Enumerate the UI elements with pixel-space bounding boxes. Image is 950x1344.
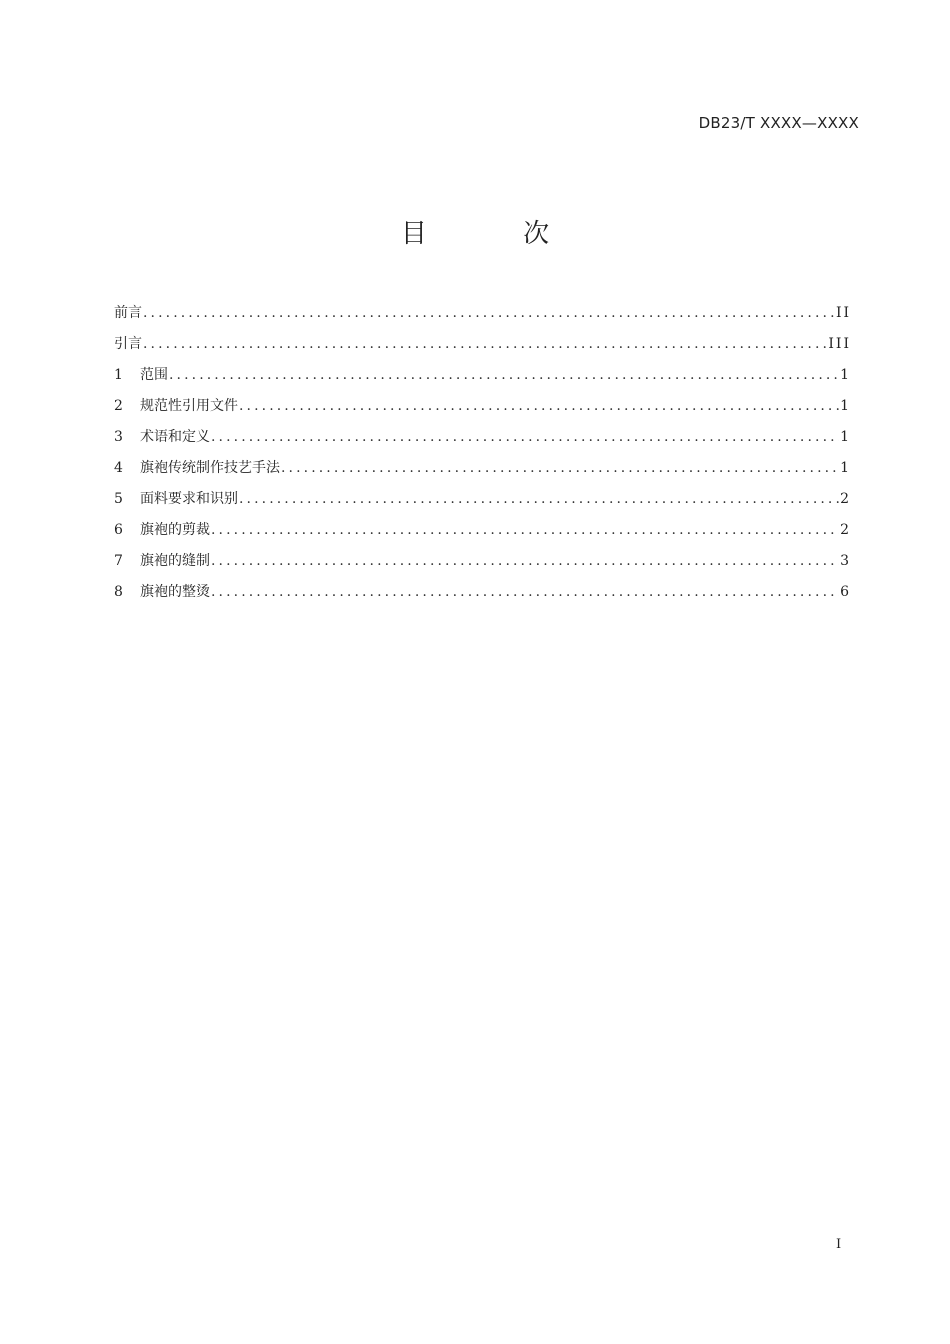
toc-entry-page: II <box>835 305 851 321</box>
toc-leader-dots <box>211 549 839 573</box>
toc-entry-number: 8 <box>114 584 123 600</box>
document-code: DB23/T XXXX—XXXX <box>698 114 859 132</box>
toc-leader-dots <box>211 580 839 604</box>
toc-entry-number: 7 <box>114 553 123 569</box>
toc-entry-8[interactable] <box>114 580 851 611</box>
toc-entry-number: 2 <box>114 398 123 414</box>
toc-entry-label: 旗袍的剪裁 <box>140 522 210 538</box>
toc-entry-page: 2 <box>840 522 851 538</box>
toc-entry-label: 面料要求和识别 <box>140 491 238 507</box>
toc-leader-dots <box>239 394 839 418</box>
toc-entry-label: 引言 <box>114 336 142 352</box>
toc-leader-dots <box>143 332 827 356</box>
toc-entry-page: 6 <box>840 584 851 600</box>
toc-entry-label: 规范性引用文件 <box>140 398 238 414</box>
toc-entry-label: 旗袍传统制作技艺手法 <box>140 460 280 476</box>
toc-leader-dots <box>211 518 839 542</box>
toc-entry-label: 范围 <box>140 367 168 383</box>
toc-leader-dots <box>239 487 839 511</box>
toc-entry-6[interactable] <box>114 518 851 549</box>
toc-entry-foreword[interactable] <box>114 301 851 332</box>
toc-entry-label: 术语和定义 <box>140 429 210 445</box>
toc-entry-number: 4 <box>114 460 123 476</box>
toc-entry-number: 6 <box>114 522 123 538</box>
toc-entry-page: III <box>828 336 851 352</box>
toc-entry-page: 1 <box>840 367 851 383</box>
toc-entry-label: 旗袍的整烫 <box>140 584 210 600</box>
toc-entry-1[interactable] <box>114 363 851 394</box>
toc-entry-page: 1 <box>840 398 851 414</box>
toc-entry-page: 3 <box>840 553 851 569</box>
toc-entry-label: 旗袍的缝制 <box>140 553 210 569</box>
toc-entry-label: 前言 <box>114 305 142 321</box>
toc-entry-page: 1 <box>840 429 851 445</box>
toc-leader-dots <box>281 456 839 480</box>
toc-leader-dots <box>169 363 839 387</box>
toc-entry-introduction[interactable] <box>114 332 851 363</box>
toc-entry-5[interactable] <box>114 487 851 518</box>
toc-entry-2[interactable] <box>114 394 851 425</box>
toc-entry-page: 1 <box>840 460 851 476</box>
toc-entry-page: 2 <box>840 491 851 507</box>
toc-leader-dots <box>143 301 835 325</box>
toc-entry-3[interactable] <box>114 425 851 456</box>
toc-leader-dots <box>211 425 839 449</box>
toc-entry-number: 3 <box>114 429 123 445</box>
table-of-contents <box>114 301 851 611</box>
toc-entry-7[interactable] <box>114 549 851 580</box>
toc-entry-number: 1 <box>114 367 123 383</box>
toc-title: 目 次 <box>400 219 594 249</box>
page-number: I <box>836 1237 842 1252</box>
toc-entry-4[interactable] <box>114 456 851 487</box>
toc-entry-number: 5 <box>114 491 123 507</box>
